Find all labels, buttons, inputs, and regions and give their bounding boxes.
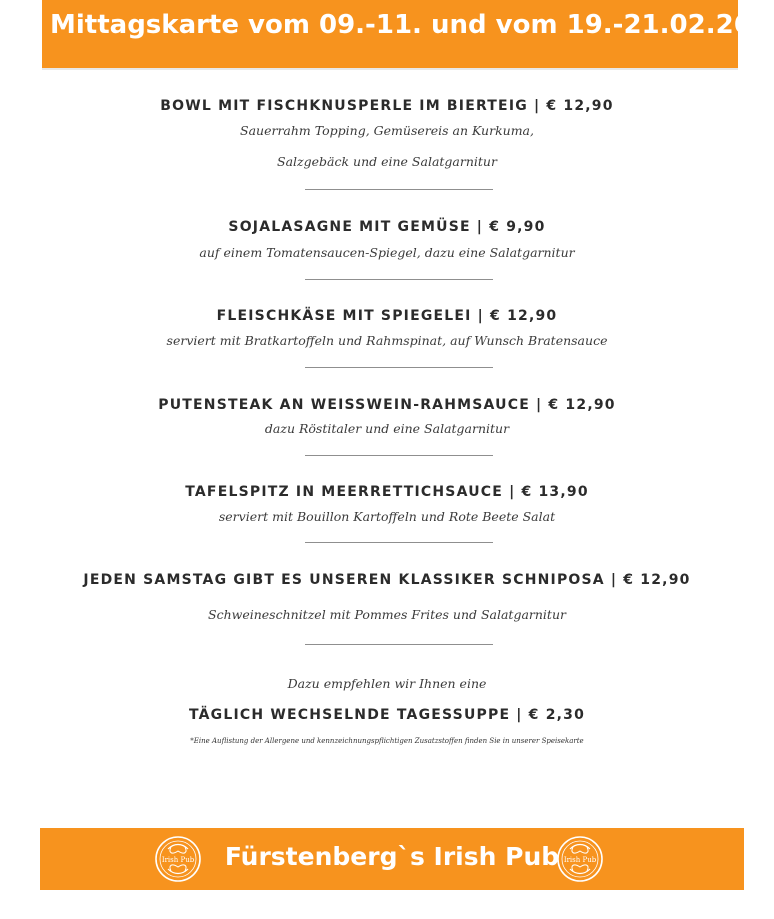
celtic-knot-icon [556, 835, 604, 883]
divider [305, 644, 493, 645]
dish-title: FLEISCHKÄSE MIT SPIEGELEI | € 12,90 [216, 308, 558, 324]
soup-item [0, 674, 774, 725]
soup-intro: Dazu empfehlen wir Ihnen eine [287, 676, 487, 691]
logo-text: Irish Pub [563, 856, 597, 864]
page-title: Mittagskarte vom 09.-11. und vom 19.-21.02.26 [50, 10, 752, 40]
menu-item [0, 306, 774, 351]
allergen-footnote: *Eine Auflistung der Allergene und kennzeichnungspflichtigen Zusatzstoffen finden Sie in unserer Speisekarte [190, 737, 584, 745]
soup-title: TÄGLICH WECHSELNDE TAGESSUPPE | € 2,30 [188, 707, 586, 723]
header-banner [42, 0, 752, 68]
divider [305, 279, 493, 280]
divider [305, 542, 493, 543]
dish-description: auf einem Tomatensaucen-Spiegel, dazu eine Salatgarnitur [199, 245, 575, 260]
footer-banner [40, 828, 744, 890]
divider [305, 367, 493, 368]
dish-description: Schweineschnitzel mit Pommes Frites und Salatgarnitur [208, 607, 566, 622]
dish-description: Salzgebäck und eine Salatgarnitur [277, 154, 497, 169]
dish-title: TAFELSPITZ IN MEERRETTICHSAUCE | € 13,90 [185, 484, 589, 500]
divider [305, 189, 493, 190]
dish-description: serviert mit Bratkartoffeln und Rahmspinat, auf Wunsch Bratensauce [166, 333, 608, 348]
menu-item [0, 96, 774, 172]
logo-text: Irish Pub [161, 856, 195, 864]
menu-item [0, 482, 774, 527]
dish-description: dazu Röstitaler und eine Salatgarnitur [264, 421, 510, 436]
menu-item [0, 570, 774, 625]
menu-item [0, 395, 774, 439]
dish-title: JEDEN SAMSTAG GIBT ES UNSEREN KLASSIKER SCHNIPOSA | € 12,90 [83, 572, 691, 588]
dish-description: Sauerrahm Topping, Gemüsereis an Kurkuma, [240, 123, 534, 138]
pub-name: Fürstenberg`s Irish Pub [224, 842, 560, 871]
menu-item [0, 217, 774, 263]
dish-description: serviert mit Bouillon Kartoffeln und Rote Beete Salat [218, 509, 556, 524]
dish-title: SOJALASAGNE MIT GEMÜSE | € 9,90 [228, 219, 546, 235]
divider [305, 455, 493, 456]
dish-title: PUTENSTEAK AN WEISSWEIN-RAHMSAUCE | € 12,90 [158, 397, 616, 413]
dish-title: BOWL MIT FISCHKNUSPERLE IM BIERTEIG | € 12,90 [160, 98, 614, 114]
